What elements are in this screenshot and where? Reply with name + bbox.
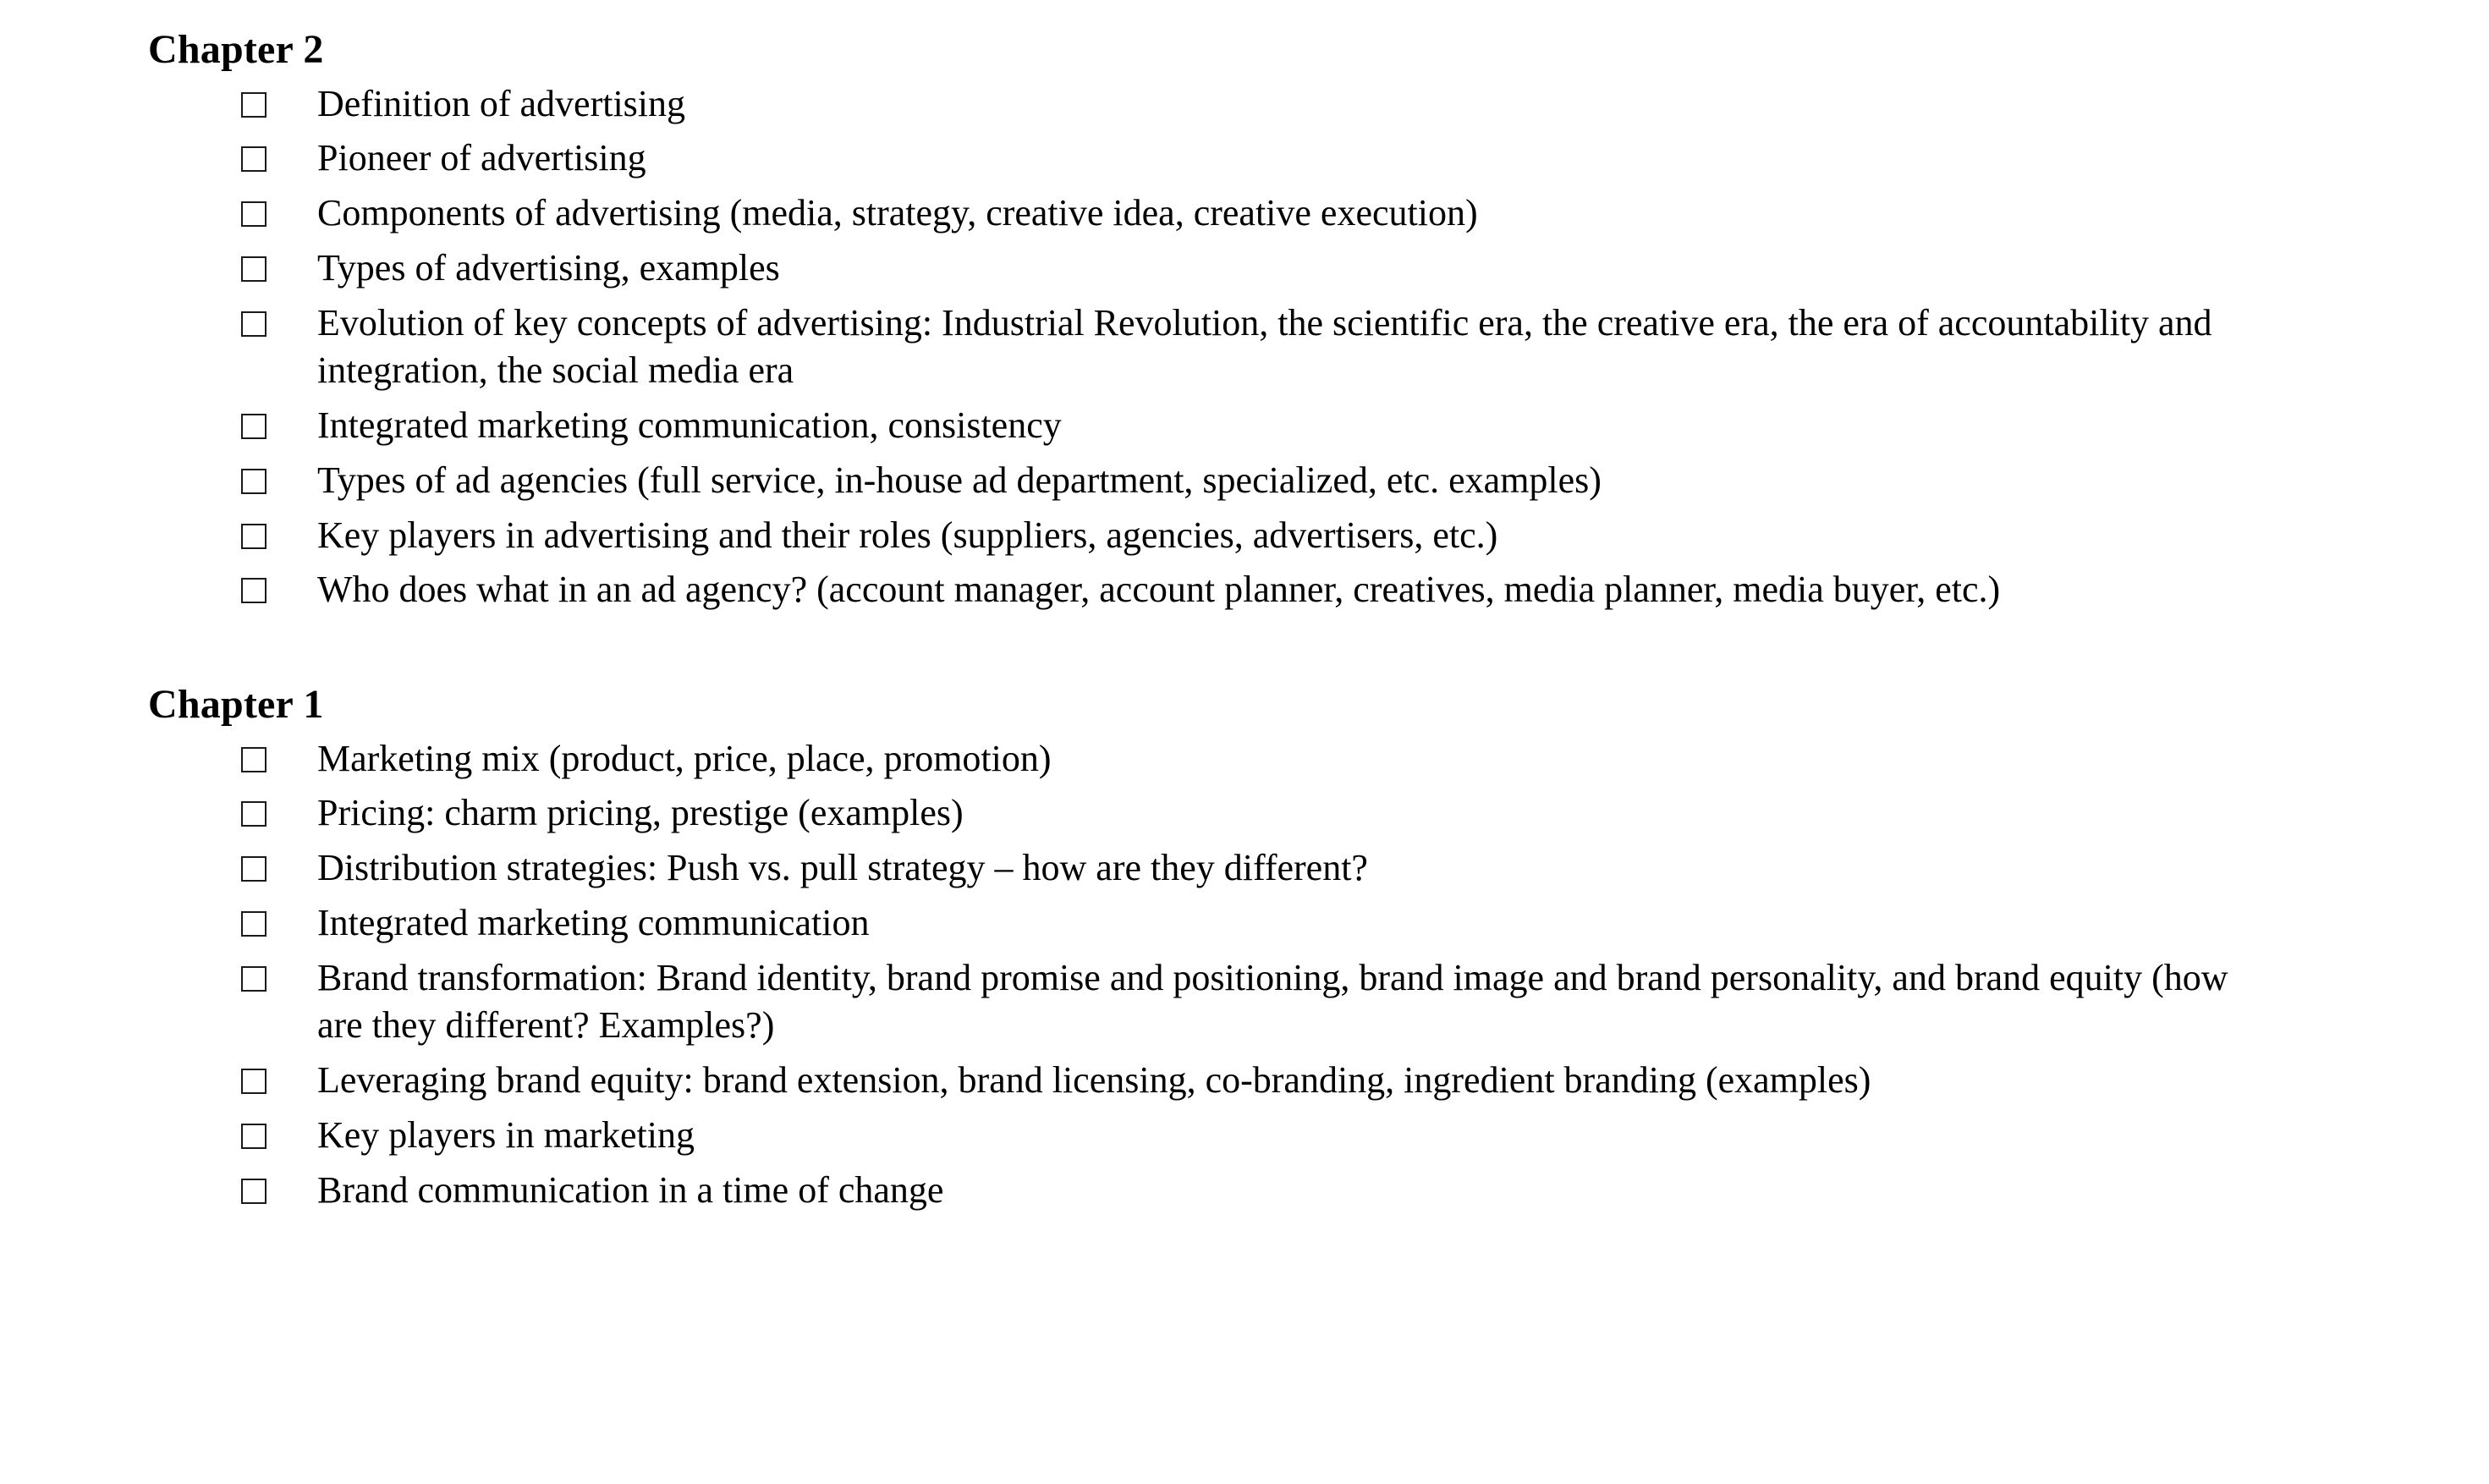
checkbox-icon bbox=[241, 201, 266, 227]
checkbox-icon bbox=[241, 911, 266, 937]
list-item-text: Who does what in an ad agency? (account manager, account planner, creatives, media planner, media buyer, etc.) bbox=[317, 569, 2001, 611]
list-item bbox=[148, 245, 2387, 293]
list-item-text: Integrated marketing communication bbox=[317, 901, 870, 943]
checkbox-icon bbox=[241, 578, 266, 603]
list-item-text: Pioneer of advertising bbox=[317, 137, 646, 179]
checkbox-icon bbox=[241, 311, 266, 337]
checkbox-icon bbox=[241, 469, 266, 494]
list-item-text: Integrated marketing communication, consistency bbox=[317, 404, 1062, 447]
list-item bbox=[148, 566, 2387, 614]
list-item-text: Evolution of key concepts of advertising: Industrial Revolution, the scientific era, the creative era, the era of accountability and integration, the social media era bbox=[317, 301, 2212, 392]
list-item bbox=[148, 789, 2387, 838]
list-item bbox=[148, 402, 2387, 450]
checkbox-icon bbox=[241, 856, 266, 882]
chapter-heading: Chapter 1 bbox=[148, 682, 324, 728]
checkbox-icon bbox=[241, 414, 266, 439]
checkbox-icon bbox=[241, 747, 266, 772]
list-item bbox=[148, 135, 2387, 183]
list-item bbox=[148, 1167, 2387, 1215]
checkbox-icon bbox=[241, 146, 266, 172]
list-item-text: Key players in marketing bbox=[317, 1113, 695, 1156]
checkbox-icon bbox=[241, 801, 266, 827]
chapter-item-list bbox=[148, 735, 2387, 1215]
checkbox-icon bbox=[241, 966, 266, 992]
list-item bbox=[148, 300, 2387, 396]
chapter-section-2 bbox=[148, 25, 2387, 614]
chapter-section-1 bbox=[148, 680, 2387, 1214]
list-item bbox=[148, 1112, 2387, 1160]
checkbox-icon bbox=[241, 256, 266, 282]
list-item-text: Types of ad agencies (full service, in-house ad department, specialized, etc. examples) bbox=[317, 459, 1602, 501]
checkbox-icon bbox=[241, 1179, 266, 1204]
list-item bbox=[148, 899, 2387, 948]
list-item-text: Components of advertising (media, strategy, creative idea, creative execution) bbox=[317, 192, 1478, 234]
list-item-text: Types of advertising, examples bbox=[317, 246, 780, 289]
list-item-text: Leveraging brand equity: brand extension, brand licensing, co-branding, ingredient branding (examples) bbox=[317, 1059, 1871, 1102]
list-item bbox=[148, 80, 2387, 129]
list-item-text: Marketing mix (product, price, place, promotion) bbox=[317, 737, 1052, 779]
list-item bbox=[148, 1057, 2387, 1105]
checkbox-icon bbox=[241, 1069, 266, 1094]
checkbox-icon bbox=[241, 524, 266, 549]
list-item bbox=[148, 954, 2387, 1051]
chapter-heading: Chapter 2 bbox=[148, 27, 324, 72]
list-item bbox=[148, 190, 2387, 238]
list-item bbox=[148, 735, 2387, 783]
checkbox-icon bbox=[241, 1124, 266, 1149]
list-item-text: Brand transformation: Brand identity, brand promise and positioning, brand image and brand personality, and brand equity (how are they different? Examples?) bbox=[317, 956, 2228, 1047]
list-item bbox=[148, 512, 2387, 560]
list-item-text: Brand communication in a time of change bbox=[317, 1168, 944, 1211]
list-item bbox=[148, 844, 2387, 893]
list-item bbox=[148, 457, 2387, 505]
list-item-text: Definition of advertising bbox=[317, 82, 686, 124]
list-item-text: Distribution strategies: Push vs. pull strategy – how are they different? bbox=[317, 847, 1368, 889]
list-item-text: Key players in advertising and their roles (suppliers, agencies, advertisers, etc.) bbox=[317, 514, 1498, 556]
chapter-item-list bbox=[148, 80, 2387, 615]
checkbox-icon bbox=[241, 92, 266, 118]
list-item-text: Pricing: charm pricing, prestige (examples) bbox=[317, 792, 964, 834]
